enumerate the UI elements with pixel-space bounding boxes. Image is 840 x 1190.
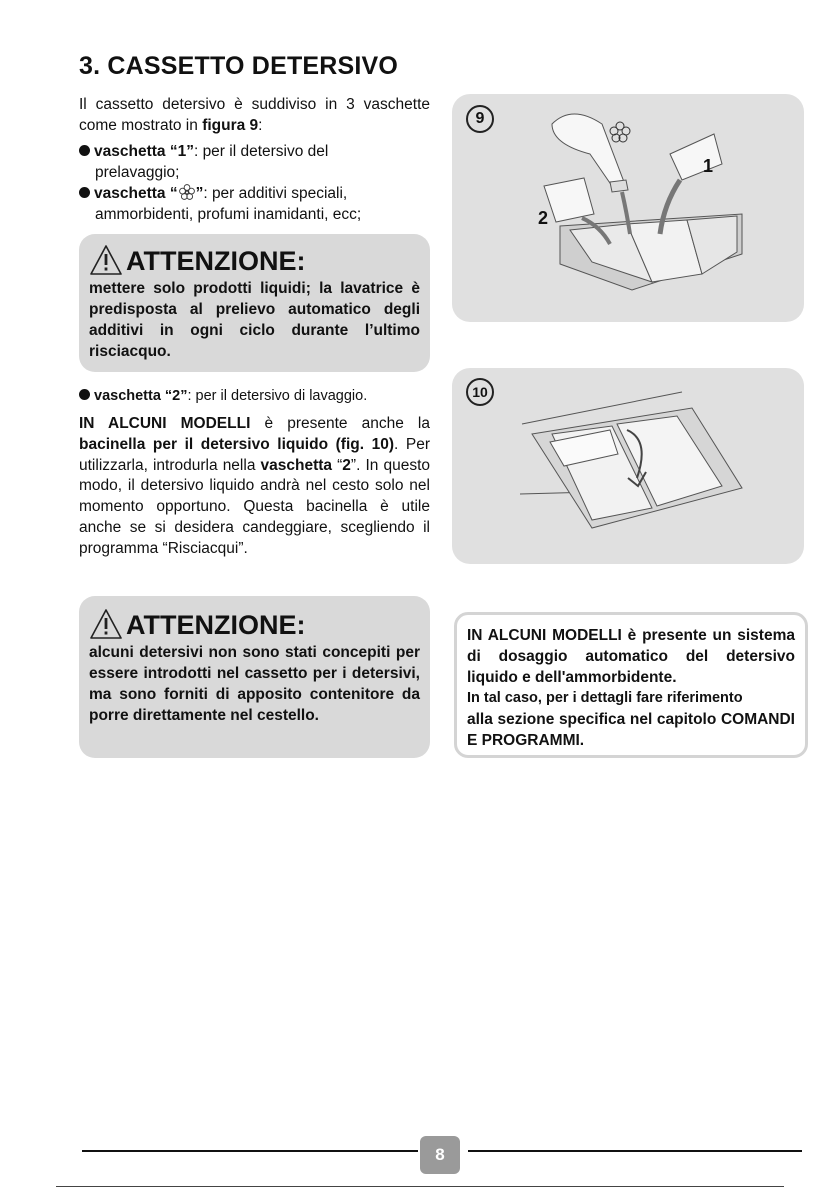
bullet-dot-icon <box>79 389 90 400</box>
warning-triangle-icon <box>89 608 123 640</box>
info-text-2: In tal caso, per i dettagli fare riferimento <box>467 690 743 706</box>
intro-paragraph: Il cassetto detersivo è suddiviso in 3 vaschette come mostrato in figura 9: <box>79 96 430 134</box>
figure-10-number: 10 <box>466 378 494 406</box>
bullet-compartment-2: vaschetta “2”: per il detersivo di lavaggio. <box>79 386 430 407</box>
section-title: 3. CASSETTO DETERSIVO <box>79 52 399 80</box>
figure-9-number: 9 <box>466 105 494 133</box>
figure-9-illustration <box>452 94 804 322</box>
warning-text: alcuni detersivi non sono stati concepiti per essere introdotti nel cassetto per i detersivi, ma sono forniti di apposito contenitore da porre direttamente nel cestello. <box>89 644 420 724</box>
figure-10-panel <box>452 368 804 564</box>
warning-heading: ATTENZIONE: <box>89 608 420 640</box>
bullet-dot-icon <box>79 145 90 156</box>
automatic-dosing-info-box <box>454 612 808 758</box>
warning-heading: ATTENZIONE: <box>89 244 420 276</box>
page-number-badge: 8 <box>420 1136 460 1174</box>
figure-9-panel <box>452 94 804 322</box>
warning-triangle-icon <box>89 244 123 276</box>
bullet-compartment-1: vaschetta “1”: per il detersivo del prelavaggio; <box>79 142 430 183</box>
bullet-dot-icon <box>79 187 90 198</box>
page-bottom-rule <box>56 1186 784 1187</box>
liquid-detergent-tray-paragraph: IN ALCUNI MODELLI è presente anche la bacinella per il detersivo liquido (fig. 10). Per utilizzarla, introdurla nella vaschetta “2”. In questo modo, il detersivo liquido andrà nel cesto solo nel momento opportuno. Questa bacinella è utile anche se si desidera candeggiare, scegliendo il programma “Risciacqui”. <box>79 415 431 557</box>
footer-rule-left <box>82 1150 418 1152</box>
bullet-compartment-flower: vaschetta “ ”: per additivi speciali, ammorbidenti, profumi inamidanti, ecc; <box>79 183 430 225</box>
intro-text: Il cassetto detersivo è suddiviso in 3 vaschette come mostrato in <box>79 96 430 134</box>
warning-box-liquids <box>79 234 430 372</box>
figure-9-label-1: 1 <box>703 156 714 176</box>
figure-9-label-2: 2 <box>538 208 549 228</box>
flower-softener-icon <box>178 183 196 201</box>
warning-text: mettere solo prodotti liquidi; la lavatrice è predisposta al prelievo automatico degli additivi in ogni ciclo durante l’ultimo risciacquo. <box>89 280 420 360</box>
figure-9-ref: figura 9 <box>202 116 259 134</box>
info-text-3: alla sezione specifica nel capitolo COMANDI E PROGRAMMI. <box>467 711 795 749</box>
figure-10-illustration <box>452 368 804 564</box>
info-text-1: IN ALCUNI MODELLI è presente un sistema di dosaggio automatico del detersivo liquido e dell'ammorbidente. <box>467 627 795 686</box>
footer-rule-right <box>468 1150 802 1152</box>
warning-box-detergents <box>79 596 430 758</box>
